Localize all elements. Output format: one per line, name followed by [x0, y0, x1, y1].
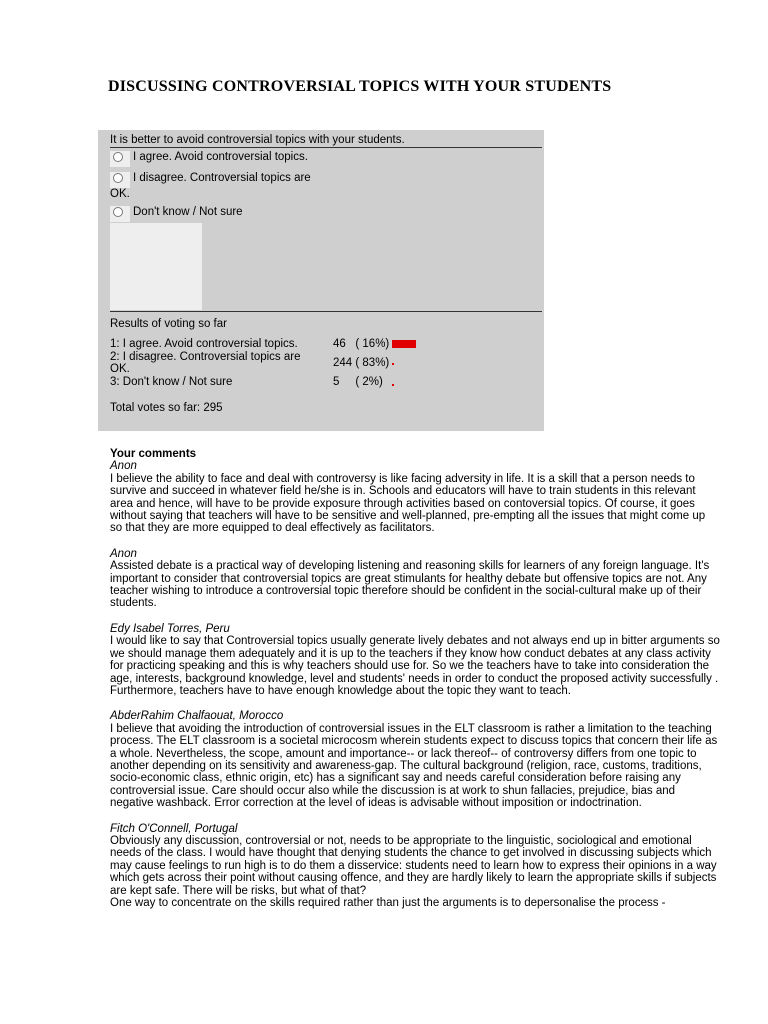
- radio-button-icon[interactable]: [110, 206, 130, 222]
- poll-option-agree[interactable]: [110, 151, 320, 167]
- comment-text: I would like to say that Controversial topics usually generate lively debates and not always end up in bitter arguments so we should manage them adequately and it is up to the teachers if they know how conduct debates at any class activity for practicing speaking and this is why teachers should use for. So we the teachers have to take into consideration the age, interests, background knowledge, level and students' needs in order to conduct the proposed activity successfully . Furthermore, teachers have to have enough knowledge about the topic they want to teach.: [110, 635, 720, 697]
- comment-text: Obviously any discussion, controversial or not, needs to be appropriate to the linguistic, sociological and emotional needs of the class. I would have thought that denying students the chance to get involved in discussing subjects which may cause feelings to run high is to do them a disservice: students need to learn how to express their opinions in a way which gets across their point without causing offence, and they are hardly likely to learn the appropriate skills if subjects are kept safe. There will be risks, but what of that?: [110, 834, 717, 897]
- poll-option-disagree[interactable]: [110, 172, 320, 200]
- page-title: DISCUSSING CONTROVERSIAL TOPICS WITH YOUR STUDENTS: [108, 78, 612, 95]
- poll-question: It is better to avoid controversial topics with your students.: [110, 134, 542, 148]
- comments-heading: Your comments: [110, 448, 197, 460]
- result-label: 1: I agree. Avoid controversial topics.: [110, 338, 298, 350]
- comment: [110, 460, 720, 534]
- option-label: I disagree. Controversial topics are OK.: [110, 172, 311, 200]
- comment-author: Fitch O'Connell, Portugal: [110, 822, 238, 835]
- poll-box: [98, 130, 544, 431]
- divider: [110, 311, 542, 312]
- comment: [110, 710, 720, 809]
- comment-text: Assisted debate is a practical way of developing listening and reasoning skills for learners of any foreign language. It's important to consider that controversial topics are great stimulants for healthy debate but offensive topics are not. Any teacher wishing to introduce a controversial topic therefore should be confident in the social-cultural make up of their students.: [110, 560, 710, 610]
- result-count: 46 ( 16%): [333, 338, 390, 350]
- poll-option-not-sure[interactable]: [110, 206, 320, 222]
- result-bar: [392, 340, 416, 348]
- comment-text: I believe that avoiding the introduction of controversial issues in the ELT classroom is rather a limitation to the teaching process. The ELT classroom is a societal microcosm wherein students expect to discuss topics that concern their life as a whole. Nevertheless, the scope, amount and importance-- or lack thereof-- of controversy differs from one topic to another depending on its sensitivity and awareness-gap. The cultural background (religion, race, customs, traditions, socio-economic class, ethnic origin, etc) has a significant say and needs careful consideration before raising any controversial issue. Care should occur also while the discussion is at work to shun fallacies, prejudice, bias and negative washback. Error correction at the level of ideas is advisable without imposition or indoctrination.: [110, 722, 718, 810]
- result-count: 244 ( 83%): [333, 357, 390, 369]
- result-bar: [392, 384, 394, 386]
- option-label: I agree. Avoid controversial topics.: [133, 151, 308, 163]
- comment: [110, 548, 720, 610]
- vote-button-area[interactable]: [110, 223, 202, 310]
- comment-author: Anon: [110, 547, 137, 560]
- comment: [110, 823, 720, 910]
- comment-author: Edy Isabel Torres, Peru: [110, 622, 230, 635]
- comment-text: One way to concentrate on the skills required rather than just the arguments is to depersonalise the process -: [110, 897, 666, 909]
- results-title: Results of voting so far: [110, 318, 227, 330]
- total-votes: Total votes so far: 295: [110, 402, 223, 414]
- radio-button-icon[interactable]: [110, 172, 130, 188]
- option-label: Don't know / Not sure: [133, 206, 243, 218]
- result-bar: [392, 363, 394, 365]
- comment-author: AbderRahim Chalfaouat, Morocco: [110, 710, 284, 723]
- radio-button-icon[interactable]: [110, 151, 130, 167]
- result-label: 2: I disagree. Controversial topics are OK.: [110, 351, 301, 375]
- result-count: 5 ( 2%): [333, 376, 383, 388]
- comment-text: I believe the ability to face and deal with controversy is like facing adversity in life. It is a skill that a person needs to survive and succeed in whatever field he/she is in. Schools and educators will have to train students in this relevant area and hence, will have to be provide exposure through activities based on contoversial topics. Of course, it goes without saying that teachers will have to be sensitive and well-planned, pre-empting all the issues that might come up so that they are more equipped to deal effectively as facilitators.: [110, 472, 706, 535]
- result-label: 3: Don't know / Not sure: [110, 376, 233, 388]
- comments-section: [110, 448, 720, 922]
- comment-author: Anon: [110, 460, 137, 473]
- comment: [110, 623, 720, 697]
